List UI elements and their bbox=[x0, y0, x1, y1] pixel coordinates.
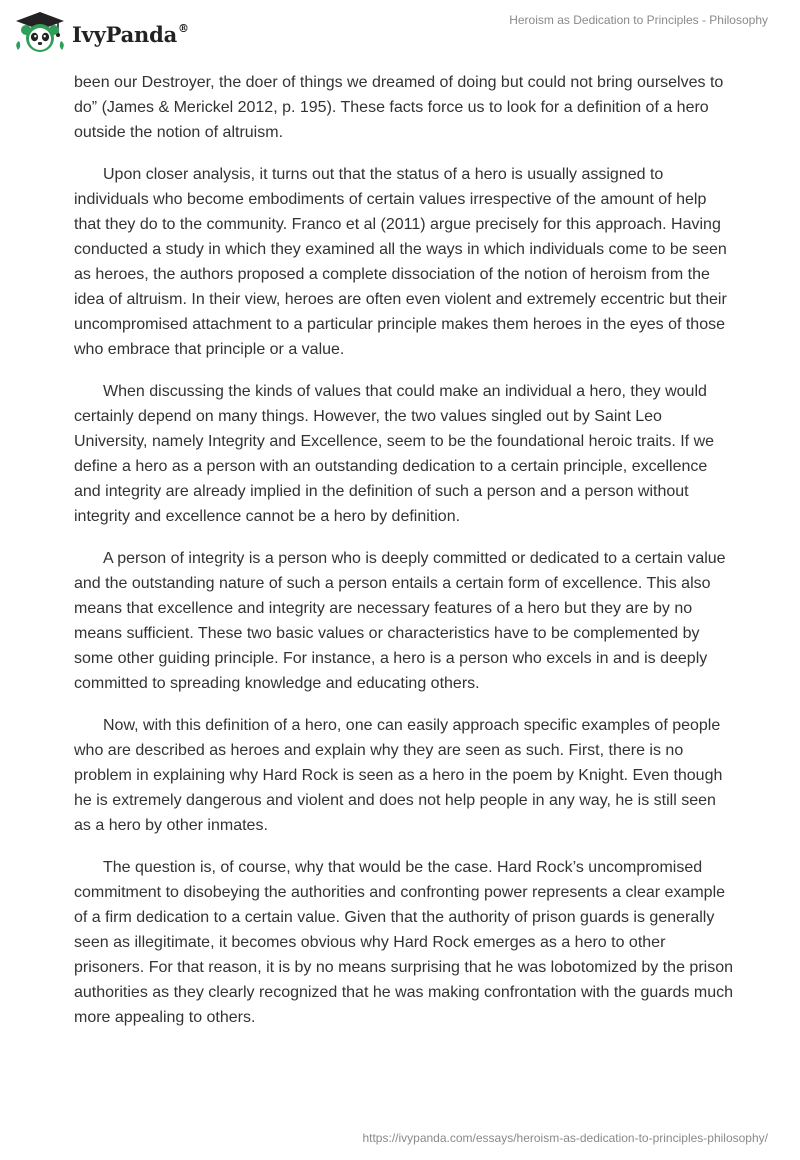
paragraph: Upon closer analysis, it turns out that the status of a hero is usually assigned to individuals who become embodiments of certain values irrespective of the amount of help that they do to the community. Franco et al (2011) argue precisely for this approach. Having conducted a study in which they examined all the ways in which individuals come to be seen as heroes, the authors proposed a complete dissociation of the notion of heroism from the idea of altruism. In their view, heroes are often even violent and extremely eccentric but their uncompromised attachment to a particular principle makes them heroes in the eyes of those who embrace that principle or a value. bbox=[74, 166, 727, 358]
page-header bbox=[0, 0, 800, 62]
source-url[interactable]: https://ivypanda.com/essays/heroism-as-dedication-to-principles-philosophy/ bbox=[362, 1131, 768, 1145]
essay-body bbox=[74, 70, 734, 1047]
paragraph: Now, with this definition of a hero, one can easily approach specific examples of people who are described as heroes and explain why they are seen as such. First, there is no problem in explaining why Hard Rock is seen as a hero in the poem by Knight. Even though he is extremely dangerous and violent and does not help people in any way, he is still seen as a hero by other inmates. bbox=[74, 717, 723, 834]
brand-name: IvyPanda® bbox=[72, 21, 189, 47]
ivypanda-logo[interactable] bbox=[14, 10, 189, 54]
document-title: Heroism as Dedication to Principles - Philosophy bbox=[509, 13, 768, 27]
paragraph: been our Destroyer, the doer of things we dreamed of doing but could not bring ourselves to do” (James & Merickel 2012, p. 195). These facts force us to look for a definition of a hero outside the notion of altruism. bbox=[74, 74, 724, 141]
paragraph: A person of integrity is a person who is deeply committed or dedicated to a certain value and the outstanding nature of such a person entails a certain form of excellence. This also means that excellence and integrity are necessary features of a hero but they are by no means sufficient. These two basic values or characteristics have to be complemented by some other guiding principle. For instance, a hero is a person who excels in and is deeply committed to spreading knowledge and educating others. bbox=[74, 550, 726, 692]
paragraph: The question is, of course, why that would be the case. Hard Rock’s uncompromised commitment to disobeying the authorities and confronting power represents a clear example of a firm dedication to a certain value. Given that the authority of prison guards is generally seen as illegitimate, it becomes obvious why Hard Rock emerges as a hero to other prisoners. For that reason, it is by no means surprising that he was lobotomized by the prison authorities as they clearly recognized that he was making confrontation with the guards much more appealing to others. bbox=[74, 859, 734, 1026]
paragraph: When discussing the kinds of values that could make an individual a hero, they would certainly depend on many things. However, the two values singled out by Saint Leo University, namely Integrity and Excellence, seem to be the foundational heroic traits. If we define a hero as a person with an outstanding dedication to a certain principle, excellence and integrity are already implied in the definition of such a person and a person without integrity and excellence cannot be a hero by definition. bbox=[74, 383, 715, 525]
panda-graduate-icon bbox=[14, 10, 66, 54]
